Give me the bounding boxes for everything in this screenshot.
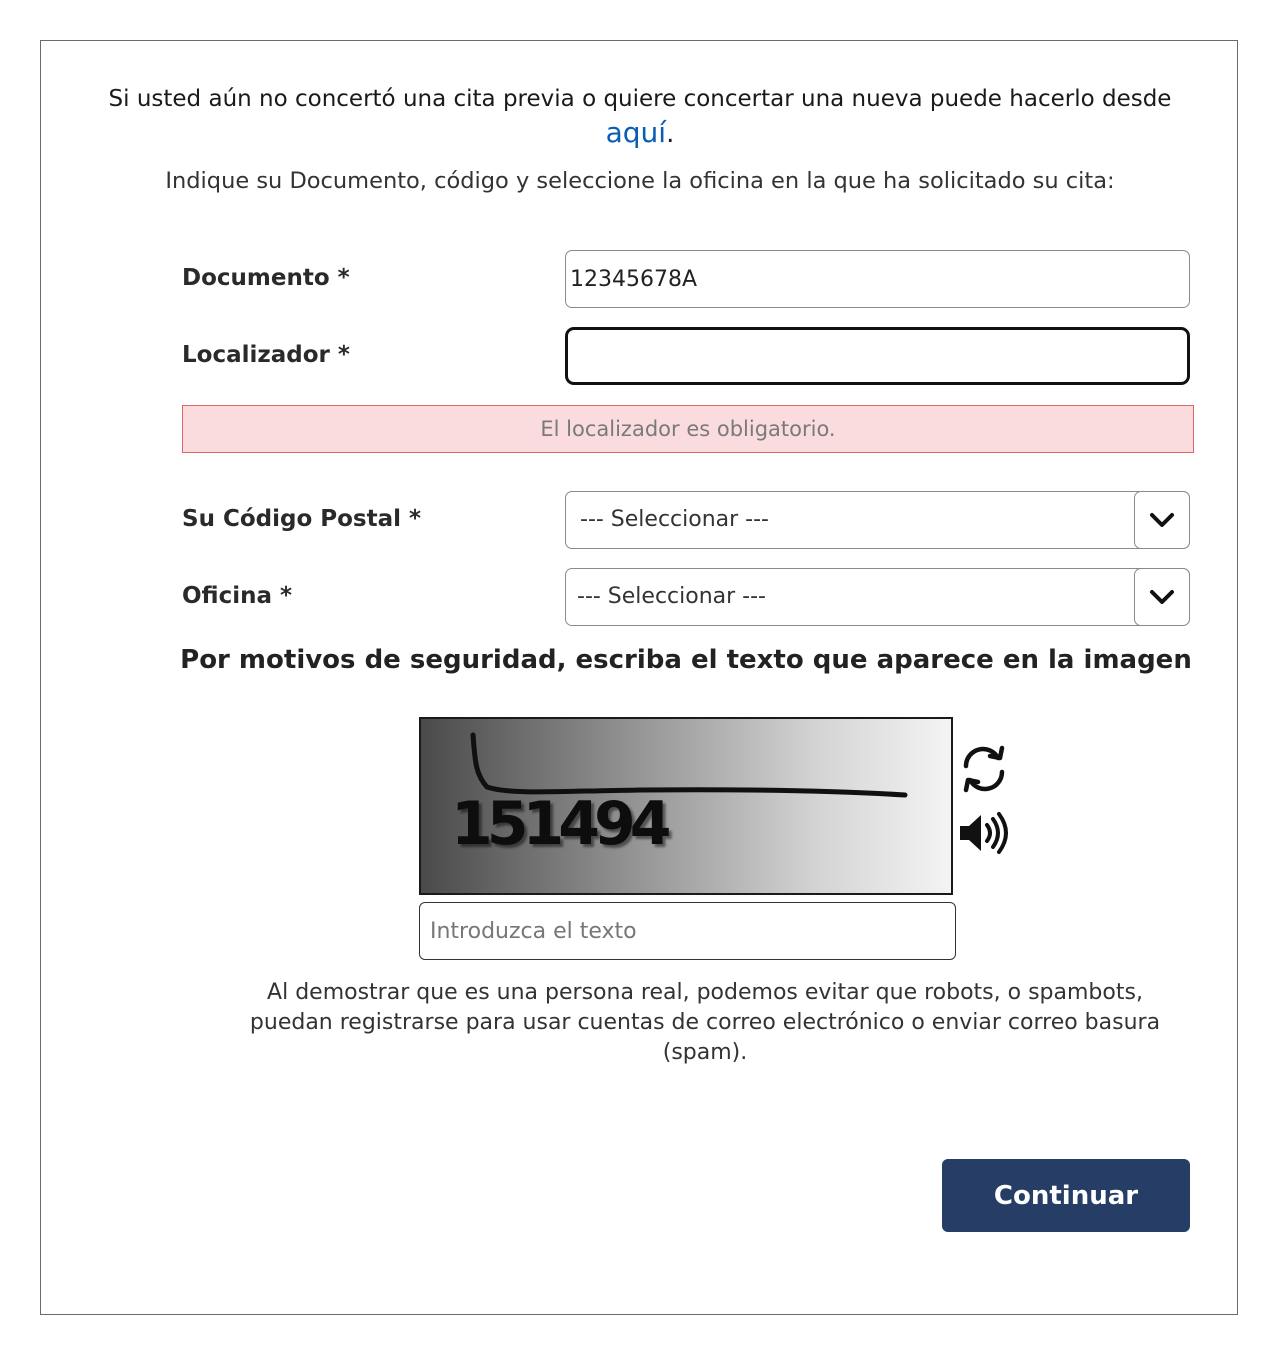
- documento-input[interactable]: [565, 250, 1190, 308]
- intro-link-suffix: .: [666, 119, 675, 149]
- oficina-label: Oficina *: [182, 583, 293, 609]
- captcha-code: 151494: [451, 789, 666, 859]
- codigo-postal-dropdown-button[interactable]: [1134, 491, 1190, 549]
- oficina-dropdown-button[interactable]: [1134, 568, 1190, 626]
- instruction-text: Indique su Documento, código y seleccione la oficina en la que ha solicitado su cita:: [165, 168, 1115, 194]
- captcha-title: Por motivos de seguridad, escriba el texto que aparece en la imagen: [180, 645, 1192, 675]
- refresh-icon: [956, 744, 1012, 794]
- continue-button[interactable]: Continuar: [942, 1159, 1190, 1232]
- intro-text: [0, 82, 1280, 152]
- localizador-label: Localizador *: [182, 342, 350, 368]
- audio-captcha-button[interactable]: [956, 808, 1012, 858]
- oficina-select[interactable]: [565, 568, 1190, 626]
- codigo-postal-select[interactable]: [565, 491, 1190, 549]
- here-link[interactable]: aquí: [605, 116, 667, 149]
- localizador-error: El localizador es obligatorio.: [182, 405, 1194, 453]
- chevron-down-icon: [1149, 508, 1175, 532]
- localizador-input[interactable]: [565, 327, 1190, 385]
- captcha-image: [419, 717, 953, 895]
- form-card: [40, 40, 1238, 1315]
- intro-message: Si usted aún no concertó una cita previa o quiere concertar una nueva puede hacerlo desde: [108, 86, 1172, 112]
- oficina-selected: --- Seleccionar ---: [577, 584, 766, 609]
- codigo-postal-selected: --- Seleccionar ---: [580, 507, 769, 532]
- spam-note: Al demostrar que es una persona real, podemos evitar que robots, o spambots, puedan registrarse para usar cuentas de correo electrónico o enviar correo basura (spam).: [249, 980, 1161, 1065]
- documento-label: Documento *: [182, 265, 350, 291]
- chevron-down-icon: [1149, 585, 1175, 609]
- codigo-postal-label: Su Código Postal *: [182, 506, 422, 532]
- speaker-icon: [956, 808, 1012, 858]
- captcha-input[interactable]: [419, 902, 956, 960]
- refresh-captcha-button[interactable]: [956, 744, 1012, 794]
